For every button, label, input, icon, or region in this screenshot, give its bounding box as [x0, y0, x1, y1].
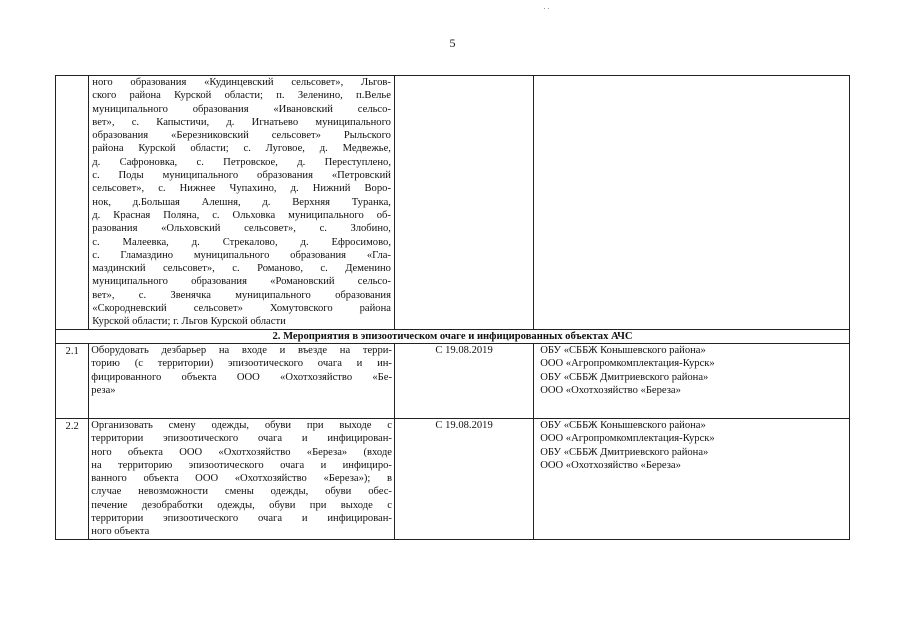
row-responsible [534, 418, 850, 539]
row-number: 2.1 [56, 343, 89, 418]
text-line: фицированного объекта ООО «Охотхозяйство «Бе- [91, 371, 392, 383]
row-measure-text [89, 343, 395, 418]
text-line: сельсовет», с. Нижнее Чупахино, д. Нижний Воро- [92, 183, 391, 195]
text-line: муниципального образования «Ивановский сельсо- [92, 103, 391, 115]
text-line: на территорию эпизоотического очага и инфициро- [91, 459, 392, 471]
text-line: Организовать смену одежды, обуви при выходе с [91, 419, 392, 431]
row-responsible [534, 343, 850, 418]
text-line: вет», с. Капыстичи, д. Игнатьево муниципального [92, 116, 391, 128]
text-line: ского района Курской области; п. Зеленино, п.Велье [92, 90, 391, 102]
responsible-item: ОБУ «СББЖ Дмитриевского района» [540, 371, 709, 383]
text-line: ного объекта ООО «Охотхозяйство «Береза» (входе [91, 446, 392, 458]
text-line: торию (с территории) эпизоотического очага и ин- [91, 358, 392, 370]
scan-speck [548, 8, 549, 9]
section-title: 2. Мероприятия в эпизоотическом очаге и инфицированных объектах АЧС [56, 329, 850, 343]
continuation-date-cell [394, 76, 533, 330]
text-line: нок, д.Большая Алешня, д. Верхняя Туранка, [92, 196, 391, 208]
row-measure-text [89, 418, 395, 539]
row-date: С 19.08.2019 [394, 418, 533, 539]
continuation-text-cell [89, 76, 395, 330]
text-line: муниципального образования «Романовский сельсо- [92, 276, 391, 288]
continuation-row [56, 76, 850, 330]
responsible-item: ООО «Агропромкомплектация-Курск» [540, 358, 715, 370]
text-line: ного объекта [91, 526, 150, 538]
text-line: Оборудовать дезбарьер на входе и въезде на терри- [91, 344, 392, 356]
continuation-num-cell [56, 76, 89, 330]
text-line: образования «Березниковский сельсовет» Рыльского [92, 130, 391, 142]
table-row [56, 343, 850, 418]
page-number: 5 [449, 36, 456, 50]
text-line: ного образования «Кудинцевский сельсовет», Льгов- [92, 77, 391, 88]
text-line: территории эпизоотического очага и инфицирован- [91, 513, 392, 525]
text-line: с. Поды муниципального образования «Петровский [92, 170, 391, 182]
text-line: ванного объекта ООО «Охотхозяйство «Береза»); в [91, 473, 392, 485]
responsible-item: ОБУ «СББЖ Конышевского района» [540, 419, 706, 431]
text-line: вет», с. Звенячка муниципального образования [92, 289, 391, 301]
responsible-item: ОБУ «СББЖ Конышевского района» [540, 344, 706, 356]
text-line: территории эпизоотического очага и инфицирован- [91, 433, 392, 445]
text-line: случае невозможности смены одежды, обуви обес- [91, 486, 392, 498]
responsible-item: ООО «Охотхозяйство «Береза» [540, 384, 681, 396]
responsible-item: ООО «Агропромкомплектация-Курск» [540, 433, 715, 445]
text-line: д. Красная Поляна, с. Ольховка муниципального об- [92, 209, 391, 221]
text-line: Курской области; г. Льгов Курской области [92, 316, 286, 328]
text-line: печение дезобработки одежды, обуви при выходе с [91, 499, 392, 511]
row-number: 2.2 [56, 418, 89, 539]
text-line: с. Малеевка, д. Стрекалово, д. Ефросимово, [92, 236, 391, 248]
text-line: реза» [91, 384, 116, 396]
plan-table [55, 75, 850, 540]
scan-speck [544, 8, 545, 9]
responsible-item: ООО «Охотхозяйство «Береза» [540, 459, 681, 471]
continuation-responsible-cell [534, 76, 850, 330]
text-line: д. Сафроновка, с. Петровское, д. Переступлено, [92, 156, 391, 168]
text-line: с. Гламаздино муниципального образования «Гла- [92, 249, 391, 261]
responsible-item: ОБУ «СББЖ Дмитриевского района» [540, 446, 709, 458]
section-header-row [56, 329, 850, 343]
text-line: «Скородневский сельсовет» Хомутовского района [92, 303, 391, 315]
text-line: района Курской области; с. Луговое, д. Медвежье, [92, 143, 391, 155]
row-date: С 19.08.2019 [394, 343, 533, 418]
table-row [56, 418, 850, 539]
text-line: маздинский сельсовет», с. Романово, с. Деменино [92, 263, 391, 275]
text-line: разования «Ольховский сельсовет», с. Злобино, [92, 223, 391, 235]
